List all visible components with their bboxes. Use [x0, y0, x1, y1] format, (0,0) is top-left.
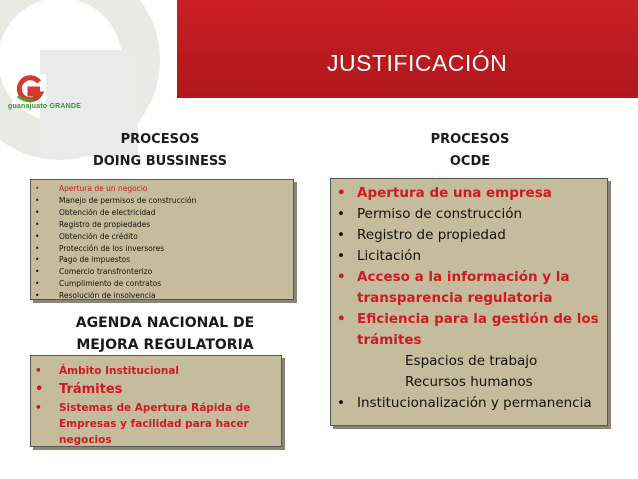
bullet-icon: •	[35, 291, 40, 301]
list-item: • Registro de propiedades	[35, 219, 151, 229]
bullet-icon: •	[337, 395, 345, 411]
bullet-icon: •	[35, 365, 42, 377]
list-item: • Registro de propiedad	[337, 225, 601, 246]
heading-line: DOING BUSSINESS	[92, 154, 228, 169]
list-item: • Permiso de construcción	[337, 204, 601, 225]
agenda-list	[35, 362, 277, 448]
bullet-icon: •	[35, 195, 40, 205]
bullet-icon: •	[337, 185, 346, 201]
bullet-icon: •	[337, 206, 345, 222]
slide-title: JUSTIFICACIÓN	[327, 50, 508, 76]
heading-line: PROCESOS	[430, 132, 510, 147]
doing-business-heading	[70, 129, 250, 173]
list-item: • Acceso a la información y la transparencia regulatoria	[337, 269, 570, 306]
logo-wordmark: guanajuato GRANDE	[8, 103, 82, 110]
title-bar	[177, 0, 638, 98]
list-item: • Comercio transfronterizo	[35, 267, 153, 277]
list-item: • Apertura de una empresa	[337, 183, 601, 204]
sub-list-item: Recursos humanos	[405, 374, 533, 390]
list-item: • Cumplimiento de contratos	[35, 279, 162, 289]
bullet-icon: •	[337, 311, 346, 327]
heading-line: MEJORA REGULATORIA	[76, 337, 254, 353]
list-item: • Ámbito Institucional	[35, 362, 277, 380]
list-item: • Manejo de permisos de construcción	[35, 195, 197, 205]
list-item: • Resolución de insolvencia	[35, 291, 156, 301]
ocde-list-box	[330, 178, 608, 426]
bullet-icon: •	[35, 267, 40, 277]
ocde-heading	[380, 129, 560, 173]
list-item: • Protección de los inversores	[35, 243, 165, 253]
bullet-icon: •	[35, 279, 40, 289]
heading-line: AGENDA NACIONAL DE	[75, 315, 255, 331]
doing-business-list-box	[30, 179, 294, 300]
list-item: • Eficiencia para la gestión de los trámites	[337, 311, 599, 348]
bullet-icon: •	[35, 255, 40, 265]
list-item: • Pago de impuestos	[35, 255, 131, 265]
list-item: • Obtención de crédito	[35, 231, 138, 241]
heading-line: PROCESOS	[120, 132, 200, 147]
bullet-icon: •	[35, 382, 44, 397]
doing-business-list	[35, 183, 289, 302]
heading-line: OCDE	[449, 154, 491, 169]
bullet-icon: •	[35, 207, 40, 217]
bullet-icon: •	[337, 227, 345, 243]
agenda-list-box	[30, 355, 282, 447]
list-item: • Obtención de electricidad	[35, 207, 156, 217]
list-item: • Trámites	[35, 380, 277, 400]
agenda-heading	[55, 312, 275, 356]
list-item: • Sistemas de Apertura Rápida de Empresas y facilidad para hacer negocios	[35, 402, 251, 446]
list-item: • Apertura de un negocio	[35, 184, 148, 193]
list-item: • Institucionalización y permanencia	[337, 393, 601, 414]
sub-list-item: Espacios de trabajo	[405, 353, 538, 369]
bullet-icon: •	[337, 248, 345, 264]
ocde-list	[337, 183, 601, 414]
bullet-icon: •	[35, 402, 42, 414]
guanajuato-logo-icon	[12, 74, 46, 104]
bullet-icon: •	[35, 243, 40, 253]
bullet-icon: •	[35, 184, 40, 193]
bullet-icon: •	[35, 231, 40, 241]
list-item: • Licitación	[337, 246, 601, 267]
bullet-icon: •	[337, 269, 346, 285]
bullet-icon: •	[35, 219, 40, 229]
